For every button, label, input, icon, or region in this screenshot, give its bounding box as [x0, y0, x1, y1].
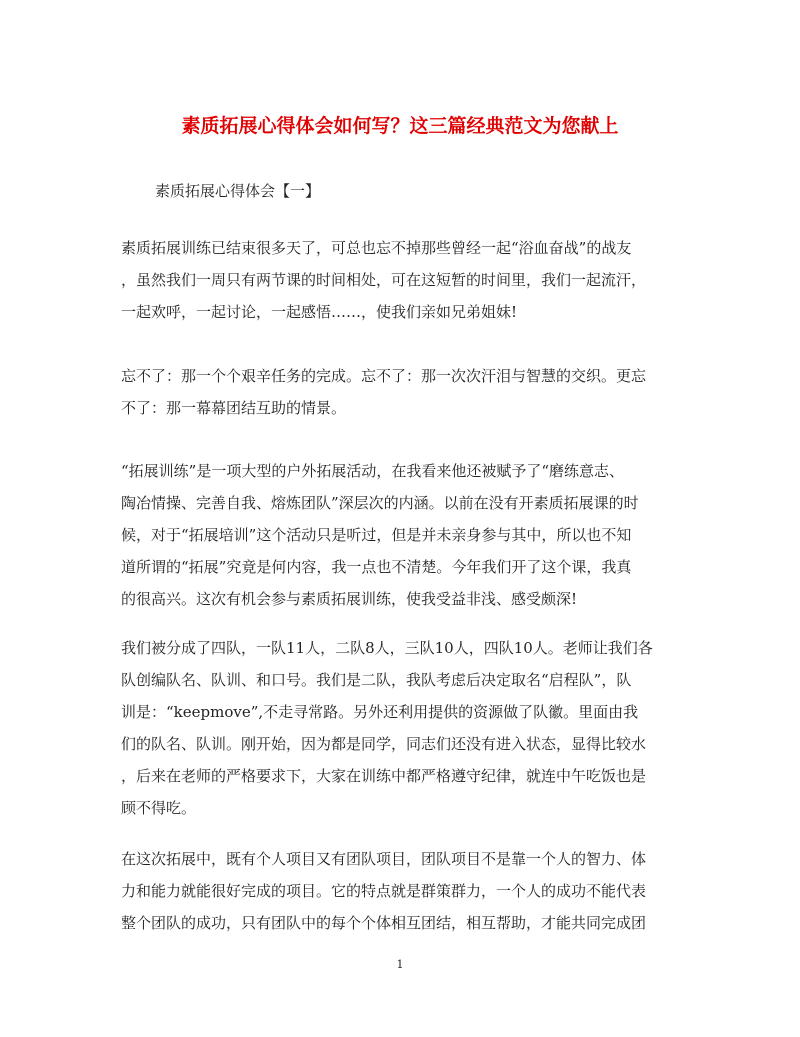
paragraph-1 [121, 232, 681, 328]
paragraph-line: 不了：那一幕幕团结互助的情景。 [121, 399, 347, 417]
paragraph-line: 道所谓的“拓展”究竟是何内容，我一点也不清楚。今年我们开了这个课，我真 [121, 558, 632, 576]
paragraph-line: 忘不了：那一个个艰辛任务的完成。忘不了：那一次次汗泪与智慧的交织。更忘 [121, 367, 647, 385]
paragraph-line: ，后来在老师的严格要求下，大家在训练中都严格遵守纪律，就连中午吃饭也是 [121, 767, 647, 785]
paragraph-line: 训是：“keepmove”,不走寻常路。另外还利用提供的资源做了队徽。里面由我 [121, 703, 639, 721]
paragraph-line: 整个团队的成功，只有团队中的每个个体相互团结，相互帮助，才能共同完成团 [121, 914, 647, 932]
paragraph-2 [121, 360, 681, 424]
paragraph-5 [121, 843, 681, 939]
paragraph-line: 一起欢呼，一起讨论，一起感悟……，使我们亲如兄弟姐妹! [121, 303, 518, 321]
section-subheading: 素质拓展心得体会【一】 [155, 182, 321, 200]
page-number: 1 [396, 958, 404, 971]
paragraph-line: 顾不得吃。 [121, 799, 197, 817]
paragraph-line: 候，对于“拓展培训”这个活动只是听过，但是并未亲身参与其中，所以也不知 [121, 526, 632, 544]
paragraph-line: 陶冶情操、完善自我、熔炼团队”深层次的内涵。以前在没有开素质拓展课的时 [121, 494, 639, 512]
paragraph-line: “拓展训练”是一项大型的户外拓展活动，在我看来他还被赋予了“磨练意志、 [121, 462, 625, 480]
paragraph-4 [121, 632, 681, 824]
paragraph-line: 力和能力就能很好完成的项目。它的特点就是群策群力，一个人的成功不能代表 [121, 882, 647, 900]
paragraph-line: 队创编队名、队训、和口号。我们是二队，我队考虑后决定取名“启程队”，队 [121, 671, 632, 689]
document-title: 素质拓展心得体会如何写？这三篇经典范文为您献上 [181, 115, 619, 137]
paragraph-line: 们的队名、队训。刚开始，因为都是同学，同志们还没有进入状态，显得比较水 [121, 735, 647, 753]
paragraph-line: 的很高兴。这次有机会参与素质拓展训练，使我受益非浅、感受颇深! [121, 590, 578, 608]
paragraph-line: 在这次拓展中，既有个人项目又有团队项目，团队项目不是靠一个人的智力、体 [121, 850, 647, 868]
paragraph-line: ，虽然我们一周只有两节课的时间相处，可在这短暂的时间里，我们一起流汗， [121, 271, 647, 289]
paragraph-3 [121, 455, 681, 615]
paragraph-line: 我们被分成了四队，一队11人，二队8人，三队10人，四队10人。老师让我们各 [121, 639, 653, 657]
paragraph-line: 素质拓展训练已结束很多天了，可总也忘不掉那些曾经一起“浴血奋战”的战友 [121, 239, 632, 257]
